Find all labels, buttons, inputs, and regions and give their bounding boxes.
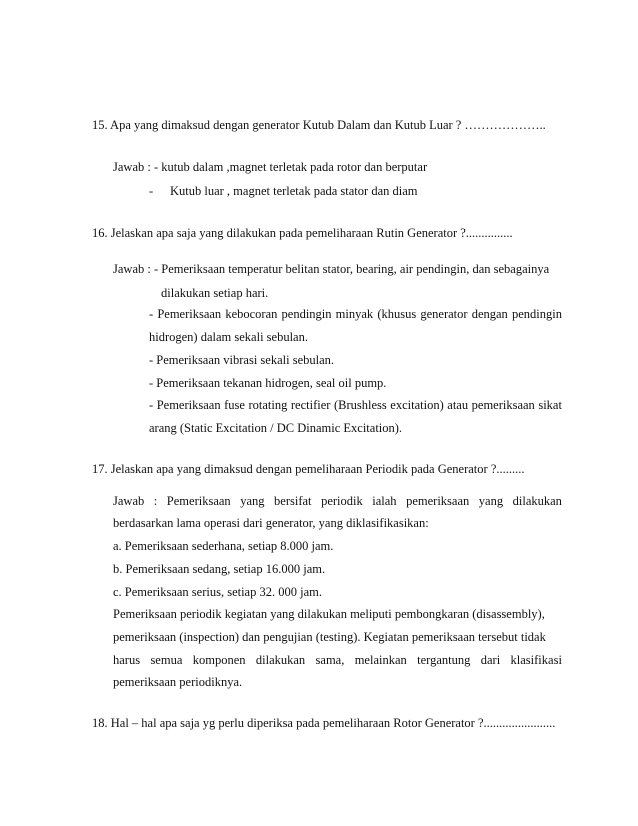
word: melainkan: [354, 653, 407, 667]
answer-17-para-1: Pemeriksaan periodik kegiatan yang dilakukan meliputi pembongkaran (disassembly),: [113, 607, 545, 621]
word: Pemeriksaan: [166, 494, 231, 508]
word: Pemeriksaan: [157, 307, 222, 321]
word: kebocoran: [225, 307, 278, 321]
question-15: 15. Apa yang dimaksud dengan generator Kutub Dalam dan Kutub Luar ? ………………..: [92, 118, 546, 132]
word: dilakukan: [512, 494, 562, 508]
word: (khusus: [377, 307, 417, 321]
question-18: 18. Hal – hal apa saja yg perlu diperiksa pada pemeliharaan Rotor Generator ?.......................: [92, 716, 556, 730]
word: fuse: [224, 398, 245, 412]
answer-15-dash: -: [149, 184, 154, 198]
word: rectifier: [290, 398, 331, 412]
word: pemeriksaan: [471, 398, 535, 412]
answer-16-line-5: [149, 398, 562, 413]
answer-17-para-3: [113, 653, 562, 668]
answer-16-line-3: - Pemeriksaan vibrasi sekali sebulan.: [149, 353, 335, 367]
word: excitation): [390, 398, 444, 412]
word: -: [149, 307, 154, 321]
answer-17-para-2: pemeriksaan (inspection) dan pengujian (testing). Kegiatan pemeriksaan tersebut tidak: [113, 630, 546, 644]
answer-16-line-1-cont: dilakukan setiap hari.: [161, 286, 269, 300]
word: pemeriksaan: [406, 494, 470, 508]
word: komponen: [192, 653, 246, 667]
word: atau: [447, 398, 469, 412]
word: (Brushless: [333, 398, 387, 412]
answer-15-line-1: Jawab : - kutub dalam ,magnet terletak pada rotor dan berputar: [113, 160, 428, 174]
word: klasifikasi: [510, 653, 562, 667]
word: generator: [420, 307, 468, 321]
question-17: 17. Jelaskan apa yang dimaksud dengan pemeliharaan Periodik pada Generator ?.........: [92, 462, 525, 476]
word: minyak: [335, 307, 374, 321]
word: bersifat: [274, 494, 312, 508]
answer-16-line-4: - Pemeriksaan tekanan hidrogen, seal oil pump.: [149, 376, 387, 390]
word: :: [153, 494, 158, 508]
word: yang: [240, 494, 265, 508]
word: semua: [150, 653, 183, 667]
word: dengan: [471, 307, 508, 321]
answer-16-line-2-cont: hidrogen) dalam sekali sebulan.: [149, 330, 308, 344]
word: dari: [480, 653, 501, 667]
word: pendingin: [281, 307, 332, 321]
word: sikat: [538, 398, 562, 412]
answer-17-item-b: b. Pemeriksaan sedang, setiap 16.000 jam.: [113, 562, 326, 576]
word: Jawab: [113, 494, 145, 508]
answer-17-line-1: [113, 494, 562, 509]
answer-16-line-5-cont: arang (Static Excitation / DC Dinamic Excitation).: [149, 421, 403, 435]
word: periodik: [321, 494, 363, 508]
answer-16-line-1: Jawab : - Pemeriksaan temperatur belitan stator, bearing, air pendingin, dan sebagainya: [113, 262, 550, 276]
answer-15-line-2: Kutub luar , magnet terletak pada stator dan diam: [170, 184, 418, 198]
answer-17-item-c: c. Pemeriksaan serius, setiap 32. 000 jam.: [113, 585, 322, 599]
word: yang: [478, 494, 504, 508]
word: sama,: [315, 653, 345, 667]
answer-17-line-2: berdasarkan lama operasi dari generator, yang diklasifikasikan:: [113, 516, 429, 530]
word: pendingin: [511, 307, 562, 321]
word: harus: [113, 653, 141, 667]
answer-16-line-2: [149, 307, 562, 322]
word: Pemeriksaan: [156, 398, 221, 412]
answer-17-para-4: pemeriksaan periodiknya.: [113, 675, 243, 689]
word: dilakukan: [255, 653, 306, 667]
word: tergantung: [417, 653, 471, 667]
word: rotating: [248, 398, 288, 412]
answer-17-item-a: a. Pemeriksaan sederhana, setiap 8.000 jam.: [113, 539, 334, 553]
question-16: 16. Jelaskan apa saja yang dilakukan pada pemeliharaan Rutin Generator ?...............: [92, 226, 513, 240]
word: -: [149, 398, 154, 412]
word: ialah: [372, 494, 397, 508]
